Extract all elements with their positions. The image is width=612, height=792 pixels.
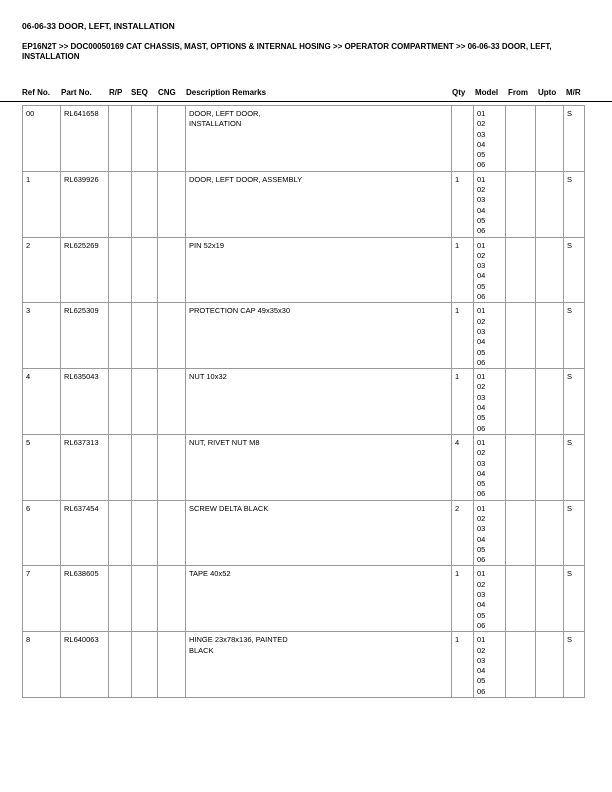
cng-cell (158, 369, 186, 435)
mr-cell: S (564, 434, 585, 500)
ref-no-cell: 3 (23, 303, 61, 369)
qty-cell: 1 (452, 237, 474, 303)
description-line: HINGE 23x78x136, PAINTED (189, 635, 288, 645)
model-code: 06 (477, 489, 486, 499)
table-row (23, 566, 585, 632)
ref-no-cell: 6 (23, 500, 61, 566)
model-cell (474, 106, 506, 172)
model-code: 05 (477, 413, 486, 423)
model-code: 03 (477, 195, 486, 205)
col-header-rp: R/P (109, 88, 123, 97)
model-code: 06 (477, 423, 486, 433)
parts-table (22, 105, 585, 698)
description-line: DOOR, LEFT DOOR, ASSEMBLY (189, 174, 303, 184)
model-code: 04 (477, 139, 486, 149)
seq-cell (132, 566, 158, 632)
description-cell (186, 369, 452, 435)
description-line: NUT 10x32 (189, 372, 227, 382)
description-cell (186, 632, 452, 698)
cng-cell (158, 303, 186, 369)
rp-cell (109, 632, 132, 698)
model-cell (474, 500, 506, 566)
seq-cell (132, 171, 158, 237)
seq-cell (132, 106, 158, 172)
upto-cell (536, 106, 564, 172)
col-header-qty: Qty (452, 88, 466, 97)
from-cell (506, 566, 536, 632)
model-code: 04 (477, 468, 486, 478)
rp-cell (109, 566, 132, 632)
mr-cell: S (564, 237, 585, 303)
mr-cell: S (564, 566, 585, 632)
model-code: 05 (477, 215, 486, 225)
model-code: 06 (477, 555, 486, 565)
upto-cell (536, 369, 564, 435)
upto-cell (536, 632, 564, 698)
model-code: 02 (477, 579, 486, 589)
cng-cell (158, 632, 186, 698)
seq-cell (132, 632, 158, 698)
part-no-cell: RL625269 (61, 237, 109, 303)
part-no-cell: RL625309 (61, 303, 109, 369)
description-line: PIN 52x19 (189, 240, 225, 250)
cng-cell (158, 500, 186, 566)
description-line: TAPE 40x52 (189, 569, 231, 579)
description-line: PROTECTION CAP 49x35x30 (189, 306, 291, 316)
col-header-model: Model (475, 88, 499, 97)
model-code: 06 (477, 357, 486, 367)
description-cell (186, 500, 452, 566)
qty-cell: 1 (452, 303, 474, 369)
part-no-cell: RL635043 (61, 369, 109, 435)
rp-cell (109, 237, 132, 303)
model-code: 01 (477, 635, 486, 645)
model-code: 04 (477, 403, 486, 413)
table-row (23, 171, 585, 237)
part-no-cell: RL637313 (61, 434, 109, 500)
model-code: 06 (477, 160, 486, 170)
rp-cell (109, 106, 132, 172)
model-code: 03 (477, 524, 486, 534)
col-header-ref-no: Ref No. (22, 88, 50, 97)
table-row (23, 106, 585, 172)
description-cell (186, 171, 452, 237)
model-code: 05 (477, 150, 486, 160)
model-code: 02 (477, 316, 486, 326)
ref-no-cell: 5 (23, 434, 61, 500)
description-line: DOOR, LEFT DOOR, (189, 109, 261, 118)
cng-cell (158, 171, 186, 237)
from-cell (506, 237, 536, 303)
model-code: 02 (477, 250, 486, 260)
upto-cell (536, 434, 564, 500)
seq-cell (132, 237, 158, 303)
col-header-seq: SEQ (131, 88, 148, 97)
model-code: 03 (477, 129, 486, 139)
model-cell (474, 566, 506, 632)
qty-cell: 1 (452, 566, 474, 632)
model-code: 02 (477, 119, 486, 129)
qty-cell: 4 (452, 434, 474, 500)
model-code: 04 (477, 205, 486, 215)
model-code: 05 (477, 676, 486, 686)
table-row (23, 632, 585, 698)
mr-cell: S (564, 303, 585, 369)
description-line: BLACK (189, 645, 214, 655)
model-code: 01 (477, 174, 486, 184)
upto-cell (536, 500, 564, 566)
model-code: 06 (477, 620, 486, 630)
rp-cell (109, 303, 132, 369)
from-cell (506, 434, 536, 500)
model-cell (474, 303, 506, 369)
col-header-part-no: Part No. (61, 88, 92, 97)
model-code: 01 (477, 569, 486, 579)
model-code: 06 (477, 226, 486, 236)
model-code: 03 (477, 458, 486, 468)
from-cell (506, 303, 536, 369)
cng-cell (158, 566, 186, 632)
model-code: 04 (477, 666, 486, 676)
upto-cell (536, 237, 564, 303)
description-line: SCREW DELTA BLACK (189, 503, 269, 513)
model-code: 03 (477, 590, 486, 600)
seq-cell (132, 500, 158, 566)
model-code: 01 (477, 240, 486, 250)
qty-cell: 1 (452, 369, 474, 435)
model-code: 05 (477, 347, 486, 357)
page-title: 06-06-33 DOOR, LEFT, INSTALLATION (22, 21, 175, 31)
upto-cell (536, 303, 564, 369)
seq-cell (132, 434, 158, 500)
rp-cell (109, 434, 132, 500)
rp-cell (109, 369, 132, 435)
from-cell (506, 106, 536, 172)
model-cell (474, 369, 506, 435)
table-row (23, 434, 585, 500)
model-code: 04 (477, 600, 486, 610)
qty-cell (452, 106, 474, 172)
model-code: 03 (477, 326, 486, 336)
model-code: 06 (477, 686, 486, 696)
model-code: 05 (477, 544, 486, 554)
model-code: 02 (477, 645, 486, 655)
model-code: 03 (477, 392, 486, 402)
ref-no-cell: 1 (23, 171, 61, 237)
mr-cell: S (564, 106, 585, 172)
table-row (23, 237, 585, 303)
cng-cell (158, 237, 186, 303)
from-cell (506, 500, 536, 566)
ref-no-cell: 2 (23, 237, 61, 303)
ref-no-cell: 00 (23, 106, 61, 172)
col-header-mr: M/R (566, 88, 581, 97)
model-cell (474, 632, 506, 698)
qty-cell: 1 (452, 171, 474, 237)
model-code: 01 (477, 372, 486, 382)
description-cell (186, 237, 452, 303)
seq-cell (132, 303, 158, 369)
from-cell (506, 171, 536, 237)
upto-cell (536, 566, 564, 632)
model-code: 03 (477, 655, 486, 665)
cng-cell (158, 106, 186, 172)
mr-cell: S (564, 369, 585, 435)
ref-no-cell: 8 (23, 632, 61, 698)
mr-cell: S (564, 171, 585, 237)
part-no-cell: RL641658 (61, 106, 109, 172)
seq-cell (132, 369, 158, 435)
parts-table-body (23, 106, 585, 698)
from-cell (506, 632, 536, 698)
model-code: 06 (477, 292, 486, 302)
model-cell (474, 237, 506, 303)
col-header-upto: Upto (538, 88, 557, 97)
model-code: 02 (477, 513, 486, 523)
upto-cell (536, 171, 564, 237)
model-code: 05 (477, 610, 486, 620)
header-divider (0, 101, 612, 102)
model-code: 02 (477, 185, 486, 195)
model-code: 05 (477, 281, 486, 291)
breadcrumb: EP16N2T >> DOC00050169 CAT CHASSIS, MAST, OPTIONS & INTERNAL HOSING >> OPERATOR COMPARTMENT >> 06-06-33 DOOR, LEFT, INSTALLATION (22, 42, 552, 61)
description-cell (186, 303, 452, 369)
part-no-cell: RL637454 (61, 500, 109, 566)
model-code: 04 (477, 534, 486, 544)
part-no-cell: RL640063 (61, 632, 109, 698)
description-line: NUT, RIVET NUT M8 (189, 437, 260, 447)
description-cell (186, 566, 452, 632)
rp-cell (109, 171, 132, 237)
table-row (23, 500, 585, 566)
col-header-cng: CNG (158, 88, 176, 97)
model-code: 04 (477, 271, 486, 281)
model-cell (474, 434, 506, 500)
from-cell (506, 369, 536, 435)
part-no-cell: RL639926 (61, 171, 109, 237)
ref-no-cell: 4 (23, 369, 61, 435)
ref-no-cell: 7 (23, 566, 61, 632)
model-cell (474, 171, 506, 237)
mr-cell: S (564, 632, 585, 698)
qty-cell: 1 (452, 632, 474, 698)
col-header-from: From (508, 88, 528, 97)
model-code: 04 (477, 337, 486, 347)
model-code: 01 (477, 306, 486, 316)
col-header-description: Description Remarks (186, 88, 267, 97)
table-row (23, 369, 585, 435)
model-code: 05 (477, 479, 486, 489)
mr-cell: S (564, 500, 585, 566)
model-code: 03 (477, 261, 486, 271)
description-cell (186, 434, 452, 500)
model-code: 01 (477, 109, 486, 118)
table-row (23, 303, 585, 369)
model-code: 02 (477, 448, 486, 458)
rp-cell (109, 500, 132, 566)
model-code: 02 (477, 382, 486, 392)
cng-cell (158, 434, 186, 500)
qty-cell: 2 (452, 500, 474, 566)
description-cell (186, 106, 452, 172)
description-line: INSTALLATION (189, 119, 242, 129)
model-code: 01 (477, 437, 486, 447)
model-code: 01 (477, 503, 486, 513)
part-no-cell: RL638605 (61, 566, 109, 632)
